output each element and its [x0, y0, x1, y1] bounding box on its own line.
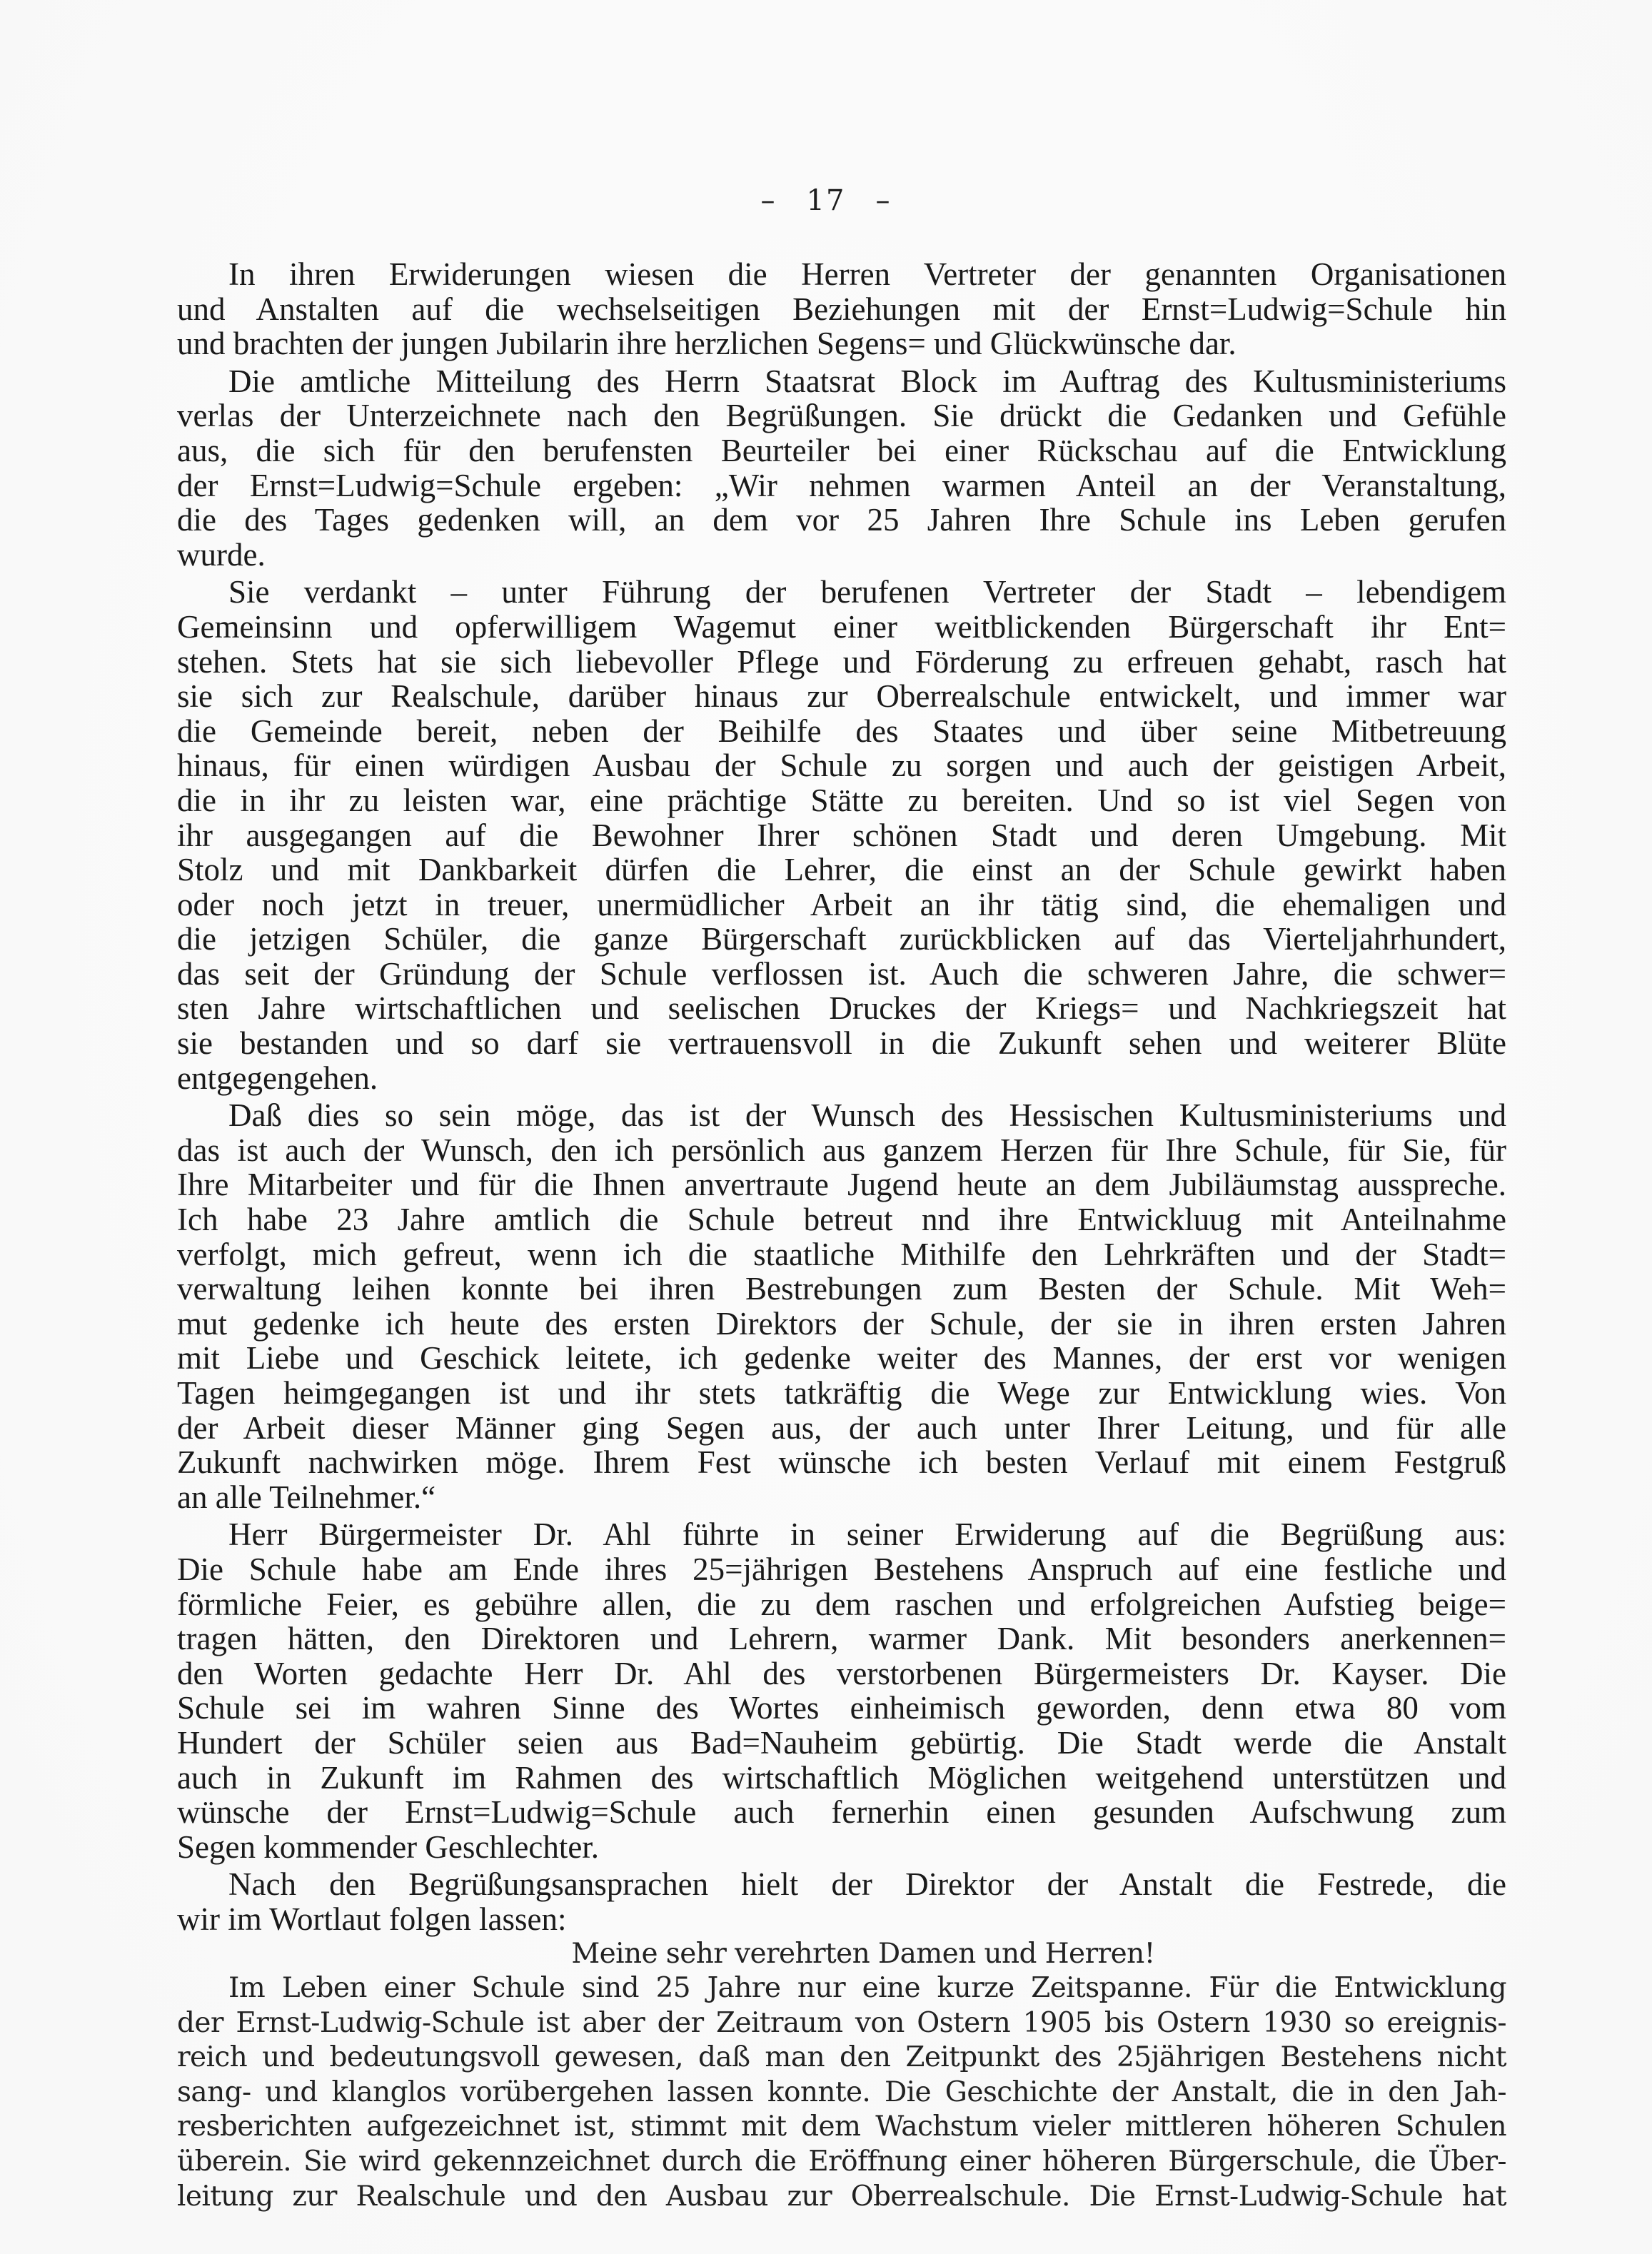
text-line: Stolz und mit Dankbarkeit dürfen die Lehrer, die einst an der Schule gewirkt haben [177, 852, 1506, 888]
text-line: den Worten gedachte Herr Dr. Ahl des verstorbenen Bürgermeisters Dr. Kayser. Die [177, 1655, 1506, 1691]
text-line: und brachten der jungen Jubilarin ihre herzlichen Segens= und Glückwünsche dar. [177, 326, 1237, 362]
text-line: ihr ausgegangen auf die Bewohner Ihrer schönen Stadt und deren Umgebung. Mit [177, 817, 1506, 853]
text-line: der Arbeit dieser Männer ging Segen aus, der auch unter Ihrer Leitung, und für alle [177, 1409, 1506, 1446]
text-line: oder noch jetzt in treuer, unermüdlicher Arbeit an ihr tätig sind, die ehemaligen und [177, 886, 1506, 922]
text-line: Sie verdankt – unter Führung der berufenen Vertreter der Stadt – lebendigem [228, 574, 1506, 610]
text-line: verlas der Unterzeichnete nach den Begrüßungen. Sie drückt die Gedanken und Gefühle [177, 398, 1506, 434]
text-line: verwaltung leihen konnte bei ihren Bestrebungen zum Besten der Schule. Mit Weh= [177, 1271, 1506, 1307]
paragraph-official-message [177, 364, 1506, 573]
text-line: förmliche Feier, es gebühre allen, die zu dem raschen und erfolgreichen Aufstieg beige= [177, 1586, 1506, 1622]
page-number-value: 17 [806, 184, 846, 217]
text-line: die Gemeinde bereit, neben der Beihilfe des Staates und über seine Mitbetreuung [177, 713, 1506, 749]
text-line: die jetzigen Schüler, die ganze Bürgerschaft zurückblicken auf das Vierteljahrhundert, [177, 921, 1506, 957]
text-line: das seit der Gründung der Schule verflossen ist. Auch die schweren Jahre, die schwer= [177, 955, 1506, 992]
text-line: wurde. [177, 536, 266, 573]
text-line: resberichten aufgezeichnet ist, stimmt mit dem Wachstum vieler mittleren höheren Schulen [177, 2110, 1506, 2143]
text-line: an alle Teilnehmer.“ [177, 1479, 436, 1515]
text-line: Ich habe 23 Jahre amtlich die Schule betreut nnd ihre Entwickluug mit Anteilnahme [177, 1202, 1506, 1238]
text-line: Herr Bürgermeister Dr. Ahl führte in seiner Erwiderung auf die Begrüßung aus: [228, 1516, 1506, 1553]
text-line: sie bestanden und so darf sie vertrauensvoll in die Zukunft sehen und weiterer Blüte [177, 1025, 1506, 1062]
text-line: tragen hätten, den Direktoren und Lehrern, warmer Dank. Mit besonders anerkennen= [177, 1621, 1506, 1657]
text-line: stehen. Stets hat sie sich liebevoller Pflege und Förderung zu erfreuen gehabt, rasch hat [177, 643, 1506, 680]
text-line: Segen kommender Geschlechter. [177, 1828, 600, 1865]
text-line: aus, die sich für den berufensten Beurteiler bei einer Rückschau auf die Entwicklung [177, 432, 1506, 468]
text-line: Nach den Begrüßungsansprachen hielt der Direktor der Anstalt die Festrede, die [228, 1866, 1506, 1903]
paragraph-festrede-intro [177, 1867, 1506, 1936]
paragraph-school-history [177, 575, 1506, 1095]
paragraph-responses [177, 257, 1506, 361]
text-line: Daß dies so sein möge, das ist der Wunsch des Hessischen Kultusministeriums und [228, 1097, 1506, 1134]
text-line: reich und bedeutungsvoll gewesen, daß man den Zeitpunkt des 25jährigen Bestehens nicht [177, 2041, 1506, 2074]
text-line: die in ihr zu leisten war, eine prächtige Stätte zu bereiten. Und so ist viel Segen von [177, 782, 1506, 818]
text-line: das ist auch der Wunsch, den ich persönlich aus ganzem Herzen für Ihre Schule, für Sie, für [177, 1132, 1506, 1168]
speech-section [177, 1937, 1506, 2215]
text-line: mit Liebe und Geschick leitete, ich gedenke weiter des Mannes, der erst vor wenigen [177, 1340, 1506, 1377]
page-number [0, 184, 1652, 217]
text-line: In ihren Erwiderungen wiesen die Herren Vertreter der genannten Organisationen [228, 256, 1506, 292]
text-line: verfolgt, mich gefreut, wenn ich die staatliche Mithilfe den Lehrkräften und der Stadt= [177, 1236, 1506, 1272]
text-line: die des Tages gedenken will, an dem vor 25 Jahren Ihre Schule ins Leben gerufen [177, 502, 1506, 538]
text-line: der Ernst-Ludwig-Schule ist aber der Zeitraum von Ostern 1905 bis Ostern 1930 so ereignis- [177, 2006, 1506, 2039]
text-line: hinaus, für einen würdigen Ausbau der Schule zu sorgen und auch der geistigen Arbeit, [177, 748, 1506, 784]
text-line: Die Schule habe am Ende ihres 25=jährigen Bestehens Anspruch auf eine festliche und [177, 1551, 1506, 1587]
text-line: Die amtliche Mitteilung des Herrn Staatsrat Block im Auftrag des Kultusministeriums [228, 363, 1506, 399]
speech-salutation: Meine sehr verehrten Damen und Herren! [571, 1937, 1155, 1970]
paragraph-mayor-reply [177, 1517, 1506, 1864]
text-line: Tagen heimgegangen ist und ihr stets tatkräftig die Wege zur Entwicklung wies. Von [177, 1375, 1506, 1411]
text-line: sten Jahre wirtschaftlichen und seelischen Druckes der Kriegs= und Nachkriegszeit hat [177, 990, 1506, 1027]
text-line: mut gedenke ich heute des ersten Direktors der Schule, der sie in ihren ersten Jahren [177, 1305, 1506, 1342]
page-number-dash-left: – [760, 184, 777, 217]
text-line: Im Leben einer Schule sind 25 Jahre nur eine kurze Zeitspanne. Für die Entwicklung [228, 1972, 1506, 2005]
text-line: sie sich zur Realschule, darüber hinaus zur Oberrealschule entwickelt, und immer war [177, 678, 1506, 715]
text-line: der Ernst=Ludwig=Schule ergeben: „Wir nehmen warmen Anteil an der Veranstaltung, [177, 467, 1506, 503]
text-line: Schule sei im wahren Sinne des Wortes einheimisch geworden, denn etwa 80 vom [177, 1690, 1506, 1726]
text-line: Ihre Mitarbeiter und für die Ihnen anvertraute Jugend heute an dem Jubiläumstag ausspreche. [177, 1167, 1506, 1203]
body-text [177, 257, 1506, 2214]
text-line: entgegengehen. [177, 1060, 378, 1096]
text-line: leitung zur Realschule und den Ausbau zur Oberrealschule. Die Ernst-Ludwig-Schule hat [177, 2180, 1506, 2213]
text-line: und Anstalten auf die wechselseitigen Beziehungen mit der Ernst=Ludwig=Schule hin [177, 291, 1506, 327]
text-line: Gemeinsinn und opferwilligem Wagemut einer weitblickenden Bürgerschaft ihr Ent= [177, 608, 1506, 645]
text-line: sang- und klanglos vorübergehen lassen konnte. Die Geschichte der Anstalt, die in den Jah- [177, 2076, 1506, 2108]
paragraph-ministry-wish [177, 1098, 1506, 1514]
text-line: überein. Sie wird gekennzeichnet durch die Eröffnung einer höheren Bürgerschule, die Über- [177, 2145, 1506, 2178]
text-line: wir im Wortlaut folgen lassen: [177, 1901, 567, 1937]
text-line: Zukunft nachwirken möge. Ihrem Fest wünsche ich besten Verlauf mit einem Festgruß [177, 1444, 1506, 1481]
text-line: wünsche der Ernst=Ludwig=Schule auch fernerhin einen gesunden Aufschwung zum [177, 1794, 1506, 1831]
text-line: auch in Zukunft im Rahmen des wirtschaftlich Möglichen weitgehend unterstützen und [177, 1759, 1506, 1796]
text-line: Hundert der Schüler seien aus Bad=Nauheim gebürtig. Die Stadt werde die Anstalt [177, 1724, 1506, 1761]
page-number-dash-right: – [875, 184, 892, 217]
